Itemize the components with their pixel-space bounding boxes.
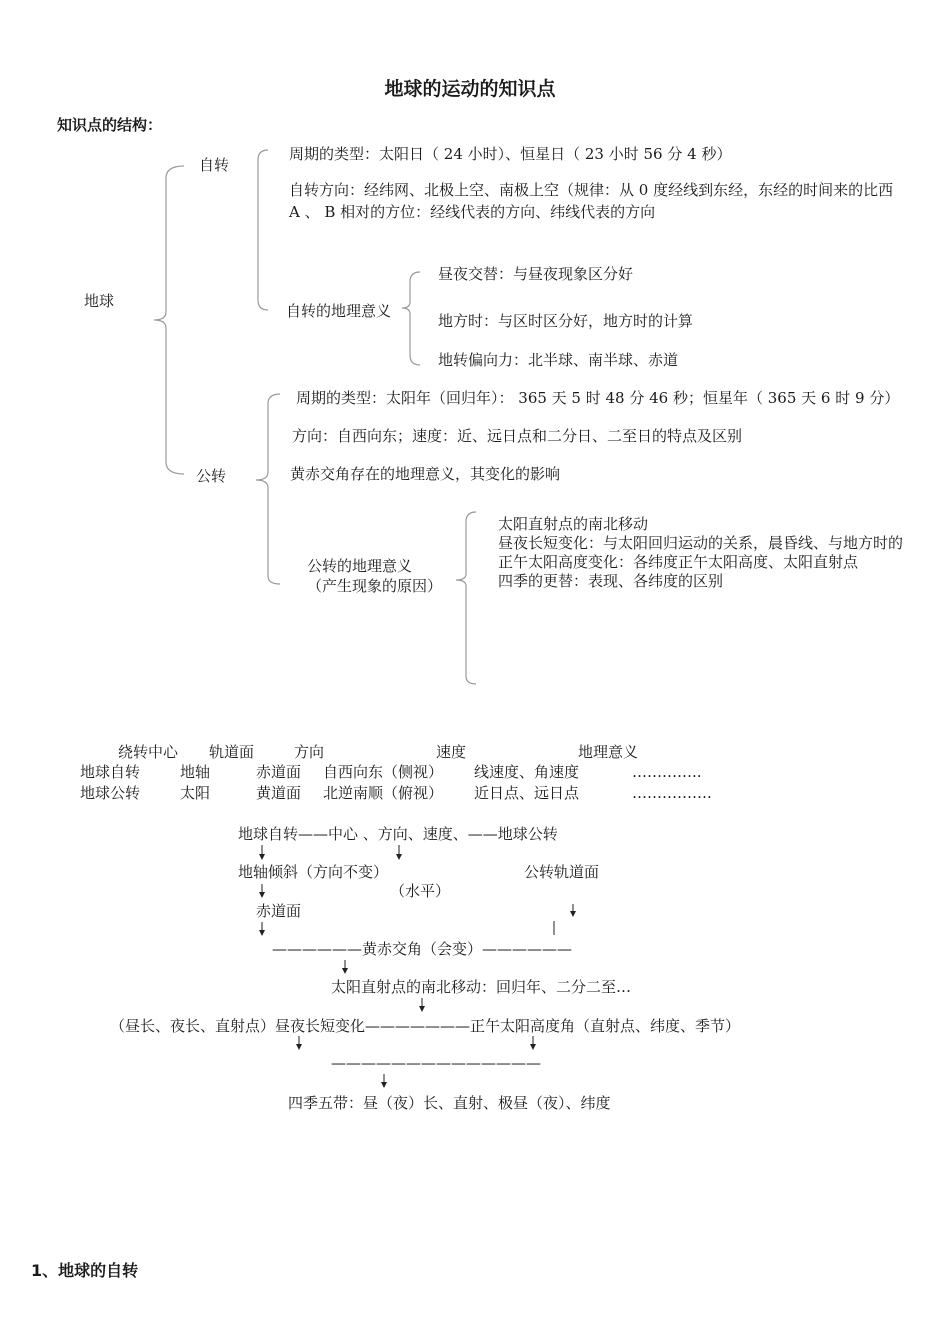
table-header: 轨道面 (209, 743, 255, 761)
mindmap-root: 地球 (84, 292, 115, 310)
table-cell: ………….. (632, 763, 702, 781)
down-arrow-icon (530, 1036, 536, 1050)
table-header: 方向 (294, 743, 325, 761)
table-cell: 黄道面 (256, 784, 302, 802)
table-cell: 赤道面 (256, 763, 302, 781)
rotation-label: 自转 (199, 156, 230, 174)
down-arrow-icon (259, 922, 265, 936)
revolution-direction: 方向：自西向东；速度：近、远日点和二分日、二至日的特点及区别 (292, 427, 743, 445)
rotation-ab-position: A 、 B 相对的方位：经线代表的方向、纬线代表的方向 (289, 203, 656, 221)
rotation-period: 周期的类型：太阳日（ 24 小时）、恒星日（ 23 小时 56 分 4 秒） (289, 145, 732, 163)
down-arrow-icon (381, 1074, 387, 1088)
table-cell: 近日点、远日点 (474, 784, 580, 802)
table-header: 地理意义 (578, 743, 639, 761)
revolution-significance-item: 正午太阳高度变化：各纬度正午太阳高度、太阳直射点 (498, 553, 859, 571)
down-arrow-icon (259, 845, 265, 860)
table-cell: 太阳 (180, 784, 211, 802)
table-header: 绕转中心 (118, 743, 179, 761)
revolution-significance-sublabel: （产生现象的原因） (307, 577, 443, 595)
flow-line: 太阳直射点的南北移动：回归年、二分二至… (331, 978, 632, 996)
revolution-label: 公转 (196, 467, 227, 485)
structure-heading: 知识点的结构： (57, 116, 163, 134)
table-cell: 地轴 (180, 763, 211, 781)
table-cell: 北逆南顺（俯视） (323, 784, 444, 802)
rotation-significance-label: 自转的地理意义 (286, 302, 392, 320)
flow-line: 四季五带：昼（夜）长、直射、极昼（夜）、纬度 (288, 1094, 611, 1112)
rotation-direction: 自转方向：经纬网、北极上空、南极上空（规律：从 0 度经线到东经，东经的时间来的比西 (289, 181, 894, 199)
down-arrow-icon (570, 904, 576, 917)
table-cell: 自西向东（侧视） (323, 763, 444, 781)
flow-line: 公转轨道面 (524, 863, 600, 881)
flow-line: （昼长、夜长、直射点）昼夜长短变化———————正午太阳高度角（直射点、纬度、季节） (110, 1017, 741, 1035)
flow-line: （水平） (390, 882, 451, 900)
table-cell: 线速度、角速度 (474, 763, 580, 781)
down-arrow-icon (259, 884, 265, 898)
section-heading: 1、地球的自转 (31, 1261, 139, 1280)
rotation-significance-item: 昼夜交替：与昼夜现象区分好 (438, 265, 634, 283)
down-arrow-icon (419, 998, 425, 1012)
page-title: 地球的运动的知识点 (384, 78, 556, 100)
flow-line: 地球自转——中心 、方向、速度、——地球公转 (238, 825, 558, 843)
table-header: 速度 (436, 743, 467, 761)
down-arrow-icon (342, 960, 348, 974)
flow-line: —————————————— (331, 1054, 541, 1072)
revolution-period: 周期的类型：太阳年（回归年）： 365 天 5 时 48 分 46 秒；恒星年（ 365 天 6 时 9 分） (296, 389, 900, 407)
revolution-significance-item: 昼夜长短变化：与太阳回归运动的关系，晨昏线、与地方时的 (498, 534, 904, 552)
revolution-significance-label: 公转的地理意义 (307, 557, 413, 575)
table-cell: 地球自转 (80, 763, 141, 781)
down-arrow-icon (396, 845, 402, 860)
revolution-significance-item: 太阳直射点的南北移动 (498, 515, 649, 533)
flow-line: 赤道面 (256, 902, 302, 920)
table-cell: ……………. (632, 784, 712, 802)
rotation-significance-item: 地方时：与区时区分好，地方时的计算 (438, 312, 694, 330)
down-arrow-icon (296, 1036, 302, 1050)
table-cell: 地球公转 (80, 784, 141, 802)
revolution-significance-item: 四季的更替：表现、各纬度的区别 (498, 572, 724, 590)
revolution-ecliptic: 黄赤交角存在的地理意义，其变化的影响 (290, 465, 561, 483)
rotation-significance-item: 地转偏向力：北半球、南半球、赤道 (438, 351, 679, 369)
flow-line: ——————黄赤交角（会变）—————— (272, 940, 573, 958)
flow-line: 地轴倾斜（方向不变） (238, 863, 389, 881)
